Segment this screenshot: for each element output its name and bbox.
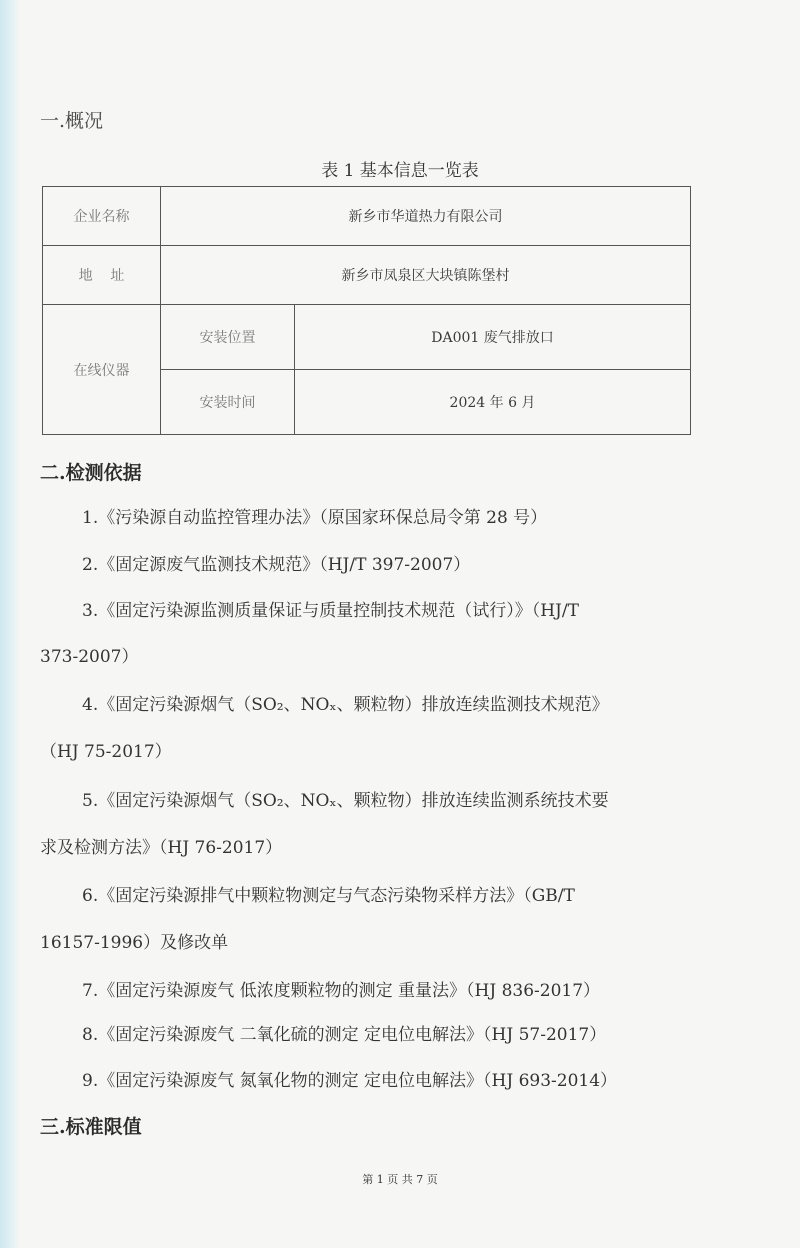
table-row (43, 305, 691, 370)
company-label: 企业名称 (43, 187, 161, 246)
basic-info-table (42, 186, 691, 435)
reference-item: 8.《固定污染源废气 二氧化硫的测定 定电位电解法》（HJ 57-2017） (82, 1025, 607, 1045)
reference-item-continued: 求及检测方法》（HJ 76-2017） (40, 838, 283, 858)
section1-title: 一.概况 (40, 110, 104, 132)
table-row (43, 187, 691, 246)
page-number: 第 1 页 共 7 页 (362, 1173, 438, 1186)
section2-title: 二.检测依据 (40, 462, 142, 484)
install-location-value: DA001 废气排放口 (295, 305, 691, 370)
install-time-value: 2024 年 6 月 (295, 370, 691, 435)
section3-title: 三.标准限值 (40, 1116, 142, 1138)
reference-item: 4.《固定污染源烟气（SO₂、NOₓ、颗粒物）排放连续监测技术规范》 (82, 695, 609, 715)
reference-item: 2.《固定源废气监测技术规范》（HJ/T 397-2007） (82, 555, 471, 575)
reference-item: 7.《固定污染源废气 低浓度颗粒物的测定 重量法》（HJ 836-2017） (82, 981, 601, 1001)
reference-item: 1.《污染源自动监控管理办法》（原国家环保总局令第 28 号） (82, 508, 548, 528)
reference-item: 9.《固定污染源废气 氮氧化物的测定 定电位电解法》（HJ 693-2014） (82, 1071, 618, 1091)
reference-item-continued: 373-2007） (40, 647, 139, 667)
reference-item: 5.《固定污染源烟气（SO₂、NOₓ、颗粒物）排放连续监测系统技术要 (82, 791, 609, 811)
reference-item-continued: （HJ 75-2017） (40, 742, 172, 762)
address-value: 新乡市凤泉区大块镇陈堡村 (161, 246, 691, 305)
table-row (43, 246, 691, 305)
reference-item: 6.《固定污染源排气中颗粒物测定与气态污染物采样方法》（GB/T (82, 886, 575, 906)
online-instrument-label: 在线仪器 (43, 305, 161, 435)
address-label: 地 址 (43, 246, 161, 305)
install-time-label: 安装时间 (161, 370, 295, 435)
install-location-label: 安装位置 (161, 305, 295, 370)
company-value: 新乡市华道热力有限公司 (161, 187, 691, 246)
reference-item: 3.《固定污染源监测质量保证与质量控制技术规范（试行）》（HJ/T (82, 601, 579, 621)
reference-item-continued: 16157-1996）及修改单 (40, 933, 229, 953)
table-caption: 表 1 基本信息一览表 (321, 161, 479, 181)
